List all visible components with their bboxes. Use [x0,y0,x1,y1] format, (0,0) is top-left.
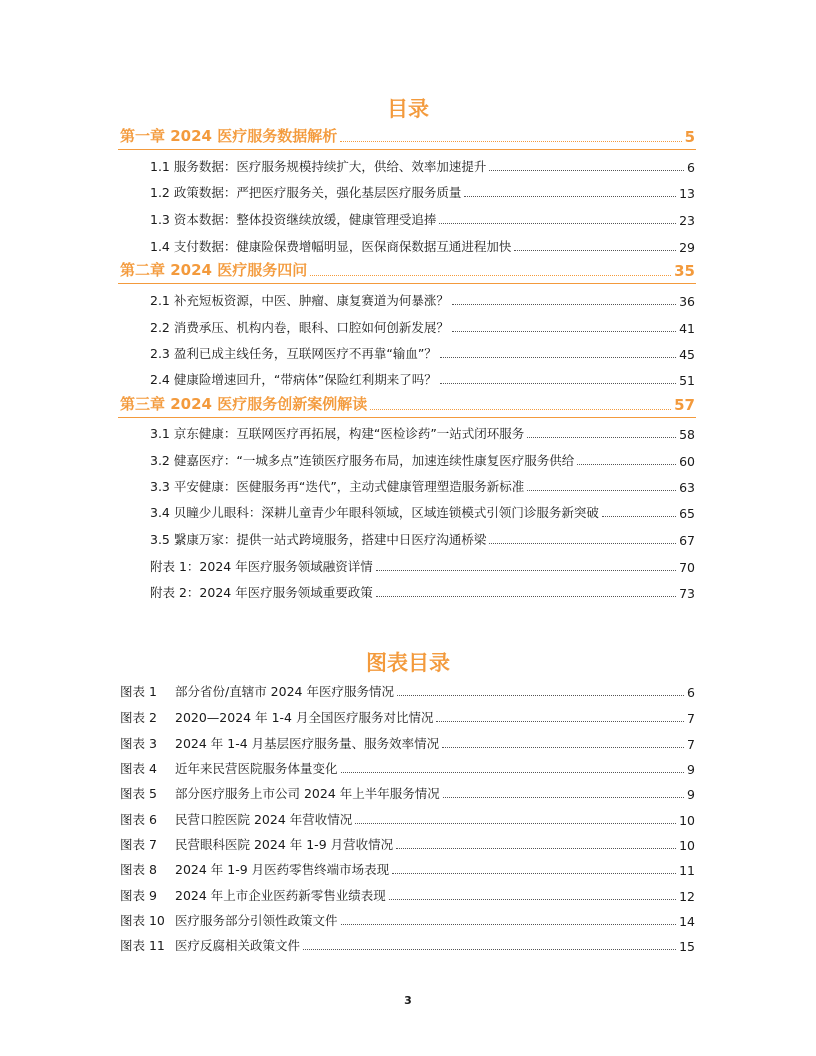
section-label: 2.3 盈利已成主线任务，互联网医疗不再靠“输血”？ [150,346,437,361]
page-ref: 51 [679,373,695,388]
toc-section[interactable] [150,424,695,442]
figure-entry[interactable] [120,759,695,777]
leader-dots [452,330,676,332]
figure-label: 民营眼科医院 2024 年 1-9 月营收情况 [175,837,394,852]
page-ref: 67 [679,533,695,548]
page-ref: 7 [687,737,695,752]
figure-number: 图表 1 [120,684,157,699]
figure-label: 医疗反腐相关政策文件 [175,938,301,953]
chapter-underline [118,149,696,150]
figure-number: 图表 9 [120,888,157,903]
section-label: 2.1 补充短板资源，中医、肿瘤、康复赛道为何暴涨？ [150,293,449,308]
page-ref: 63 [679,480,695,495]
figure-entry[interactable] [120,810,695,828]
figure-number: 图表 5 [120,786,157,801]
figure-entry[interactable] [120,860,695,878]
leader-dots [303,948,676,950]
section-label: 1.4 支付数据：健康险保费增幅明显，医保商保数据互通进程加快 [150,239,512,254]
page-ref: 6 [687,685,695,700]
page-ref: 36 [679,294,695,309]
page-ref: 41 [679,321,695,336]
page-ref: 29 [679,240,695,255]
leader-dots [389,898,676,900]
toc-section[interactable] [150,344,695,362]
leader-dots [602,515,676,517]
leader-dots [392,872,676,874]
leader-dots [341,923,677,925]
section-label: 1.3 资本数据：整体投资继续放缓，健康管理受追捧 [150,212,437,227]
leader-dots [464,195,676,197]
page-ref: 13 [679,186,695,201]
toc-section[interactable] [150,530,695,548]
toc-section[interactable] [150,183,695,201]
toc-section[interactable] [150,370,695,388]
leader-dots [527,436,676,438]
figure-entry[interactable] [120,835,695,853]
leader-dots [376,569,676,571]
toc-section[interactable] [150,237,695,255]
chapter-underline [118,283,696,284]
toc-chapter-3[interactable] [120,396,695,414]
figure-entry[interactable] [120,886,695,904]
page-ref: 10 [679,838,695,853]
page-ref: 10 [679,813,695,828]
figure-label: 2020—2024 年 1-4 月全国医疗服务对比情况 [175,710,434,725]
toc-section[interactable] [150,318,695,336]
leader-dots [310,274,671,276]
figure-entry[interactable] [120,784,695,802]
leader-dots [397,694,684,696]
page-ref: 5 [684,128,695,146]
section-label: 3.1 京东健康：互联网医疗再拓展，构建“医检诊药”一站式闭环服务 [150,426,525,441]
chapter-underline [118,417,696,418]
leader-dots [439,222,676,224]
leader-dots [440,356,676,358]
page-ref: 12 [679,889,695,904]
page-ref: 70 [679,560,695,575]
figure-label: 2024 年上市企业医药新零售业绩表现 [175,888,386,903]
figure-number: 图表 11 [120,938,165,953]
toc-section[interactable] [150,157,695,175]
page-ref: 23 [679,213,695,228]
figure-number: 图表 3 [120,736,157,751]
figure-entry[interactable] [120,708,695,726]
toc-section[interactable] [150,477,695,495]
toc-section[interactable] [150,210,695,228]
leader-dots [489,542,676,544]
appendix-label: 附表 1：2024 年医疗服务领域融资详情 [150,559,373,574]
leader-dots [341,771,685,773]
appendix-label: 附表 2：2024 年医疗服务领域重要政策 [150,585,373,600]
figure-number: 图表 8 [120,862,157,877]
figure-number: 图表 2 [120,710,157,725]
toc-section[interactable] [150,291,695,309]
figure-label: 民营口腔医院 2024 年营收情况 [175,812,353,827]
page-ref: 9 [687,787,695,802]
figure-label: 部分省份/直辖市 2024 年医疗服务情况 [175,684,394,699]
toc-appendix[interactable] [150,557,695,575]
leader-dots [442,746,684,748]
section-label: 3.2 健嘉医疗：“一城多点”连锁医疗服务布局，加速连续性康复医疗服务供给 [150,453,575,468]
figure-label: 近年来民营医院服务体量变化 [175,761,338,776]
section-label: 1.2 政策数据：严把医疗服务关，强化基层医疗服务质量 [150,185,462,200]
leader-dots [376,595,676,597]
page-ref: 35 [674,262,695,280]
figure-entry[interactable] [120,682,695,700]
page-ref: 73 [679,586,695,601]
figures-title: 图表目录 [366,651,450,675]
page-ref: 9 [687,762,695,777]
section-label: 2.4 健康险增速回升，“带病体”保险红利期来了吗？ [150,372,437,387]
leader-dots [440,382,676,384]
page-ref: 7 [687,711,695,726]
chapter-label: 第二章 2024 医疗服务四问 [120,261,308,279]
figure-label: 2024 年 1-9 月医药零售终端市场表现 [175,862,390,877]
page-ref: 11 [679,863,695,878]
leader-dots [527,489,676,491]
figure-label: 部分医疗服务上市公司 2024 年上半年服务情况 [175,786,440,801]
leader-dots [370,408,671,410]
page-ref: 65 [679,506,695,521]
section-label: 2.2 消费承压、机构内卷，眼科、口腔如何创新发展？ [150,320,449,335]
leader-dots [443,796,684,798]
toc-appendix[interactable] [150,583,695,601]
toc-title: 目录 [387,97,429,121]
leader-dots [340,140,681,142]
toc-section[interactable] [150,503,695,521]
figure-entry[interactable] [120,734,695,752]
page-ref: 58 [679,427,695,442]
page-ref: 60 [679,454,695,469]
section-label: 3.3 平安健康：医健服务再“迭代”，主动式健康管理塑造服务新标准 [150,479,525,494]
leader-dots [489,169,684,171]
toc-chapter-1[interactable] [120,128,695,146]
chapter-label: 第一章 2024 医疗服务数据解析 [120,127,338,145]
leader-dots [396,847,676,849]
figure-number: 图表 7 [120,837,157,852]
figure-entry[interactable] [120,936,695,954]
leader-dots [355,822,676,824]
leader-dots [514,249,676,251]
leader-dots [436,720,684,722]
section-label: 3.4 贝瞳少儿眼科：深耕儿童青少年眼科领域，区域连锁模式引领门诊服务新突破 [150,505,599,520]
figure-number: 图表 10 [120,913,165,928]
leader-dots [452,303,676,305]
figure-label: 2024 年 1-4 月基层医疗服务量、服务效率情况 [175,736,440,751]
toc-section[interactable] [150,451,695,469]
page-ref: 45 [679,347,695,362]
figure-number: 图表 4 [120,761,157,776]
page-number: 3 [404,994,412,1007]
page-ref: 6 [687,160,695,175]
section-label: 1.1 服务数据：医疗服务规模持续扩大，供给、效率加速提升 [150,159,487,174]
figure-label: 医疗服务部分引领性政策文件 [175,913,338,928]
toc-chapter-2[interactable] [120,262,695,280]
figure-entry[interactable] [120,911,695,929]
section-label: 3.5 繄康万家：提供一站式跨境服务，搭建中日医疗沟通桥梁 [150,532,487,547]
page-ref: 14 [679,914,695,929]
figure-number: 图表 6 [120,812,157,827]
chapter-label: 第三章 2024 医疗服务创新案例解读 [120,395,368,413]
page-ref: 57 [674,396,695,414]
leader-dots [577,463,676,465]
page-ref: 15 [679,939,695,954]
